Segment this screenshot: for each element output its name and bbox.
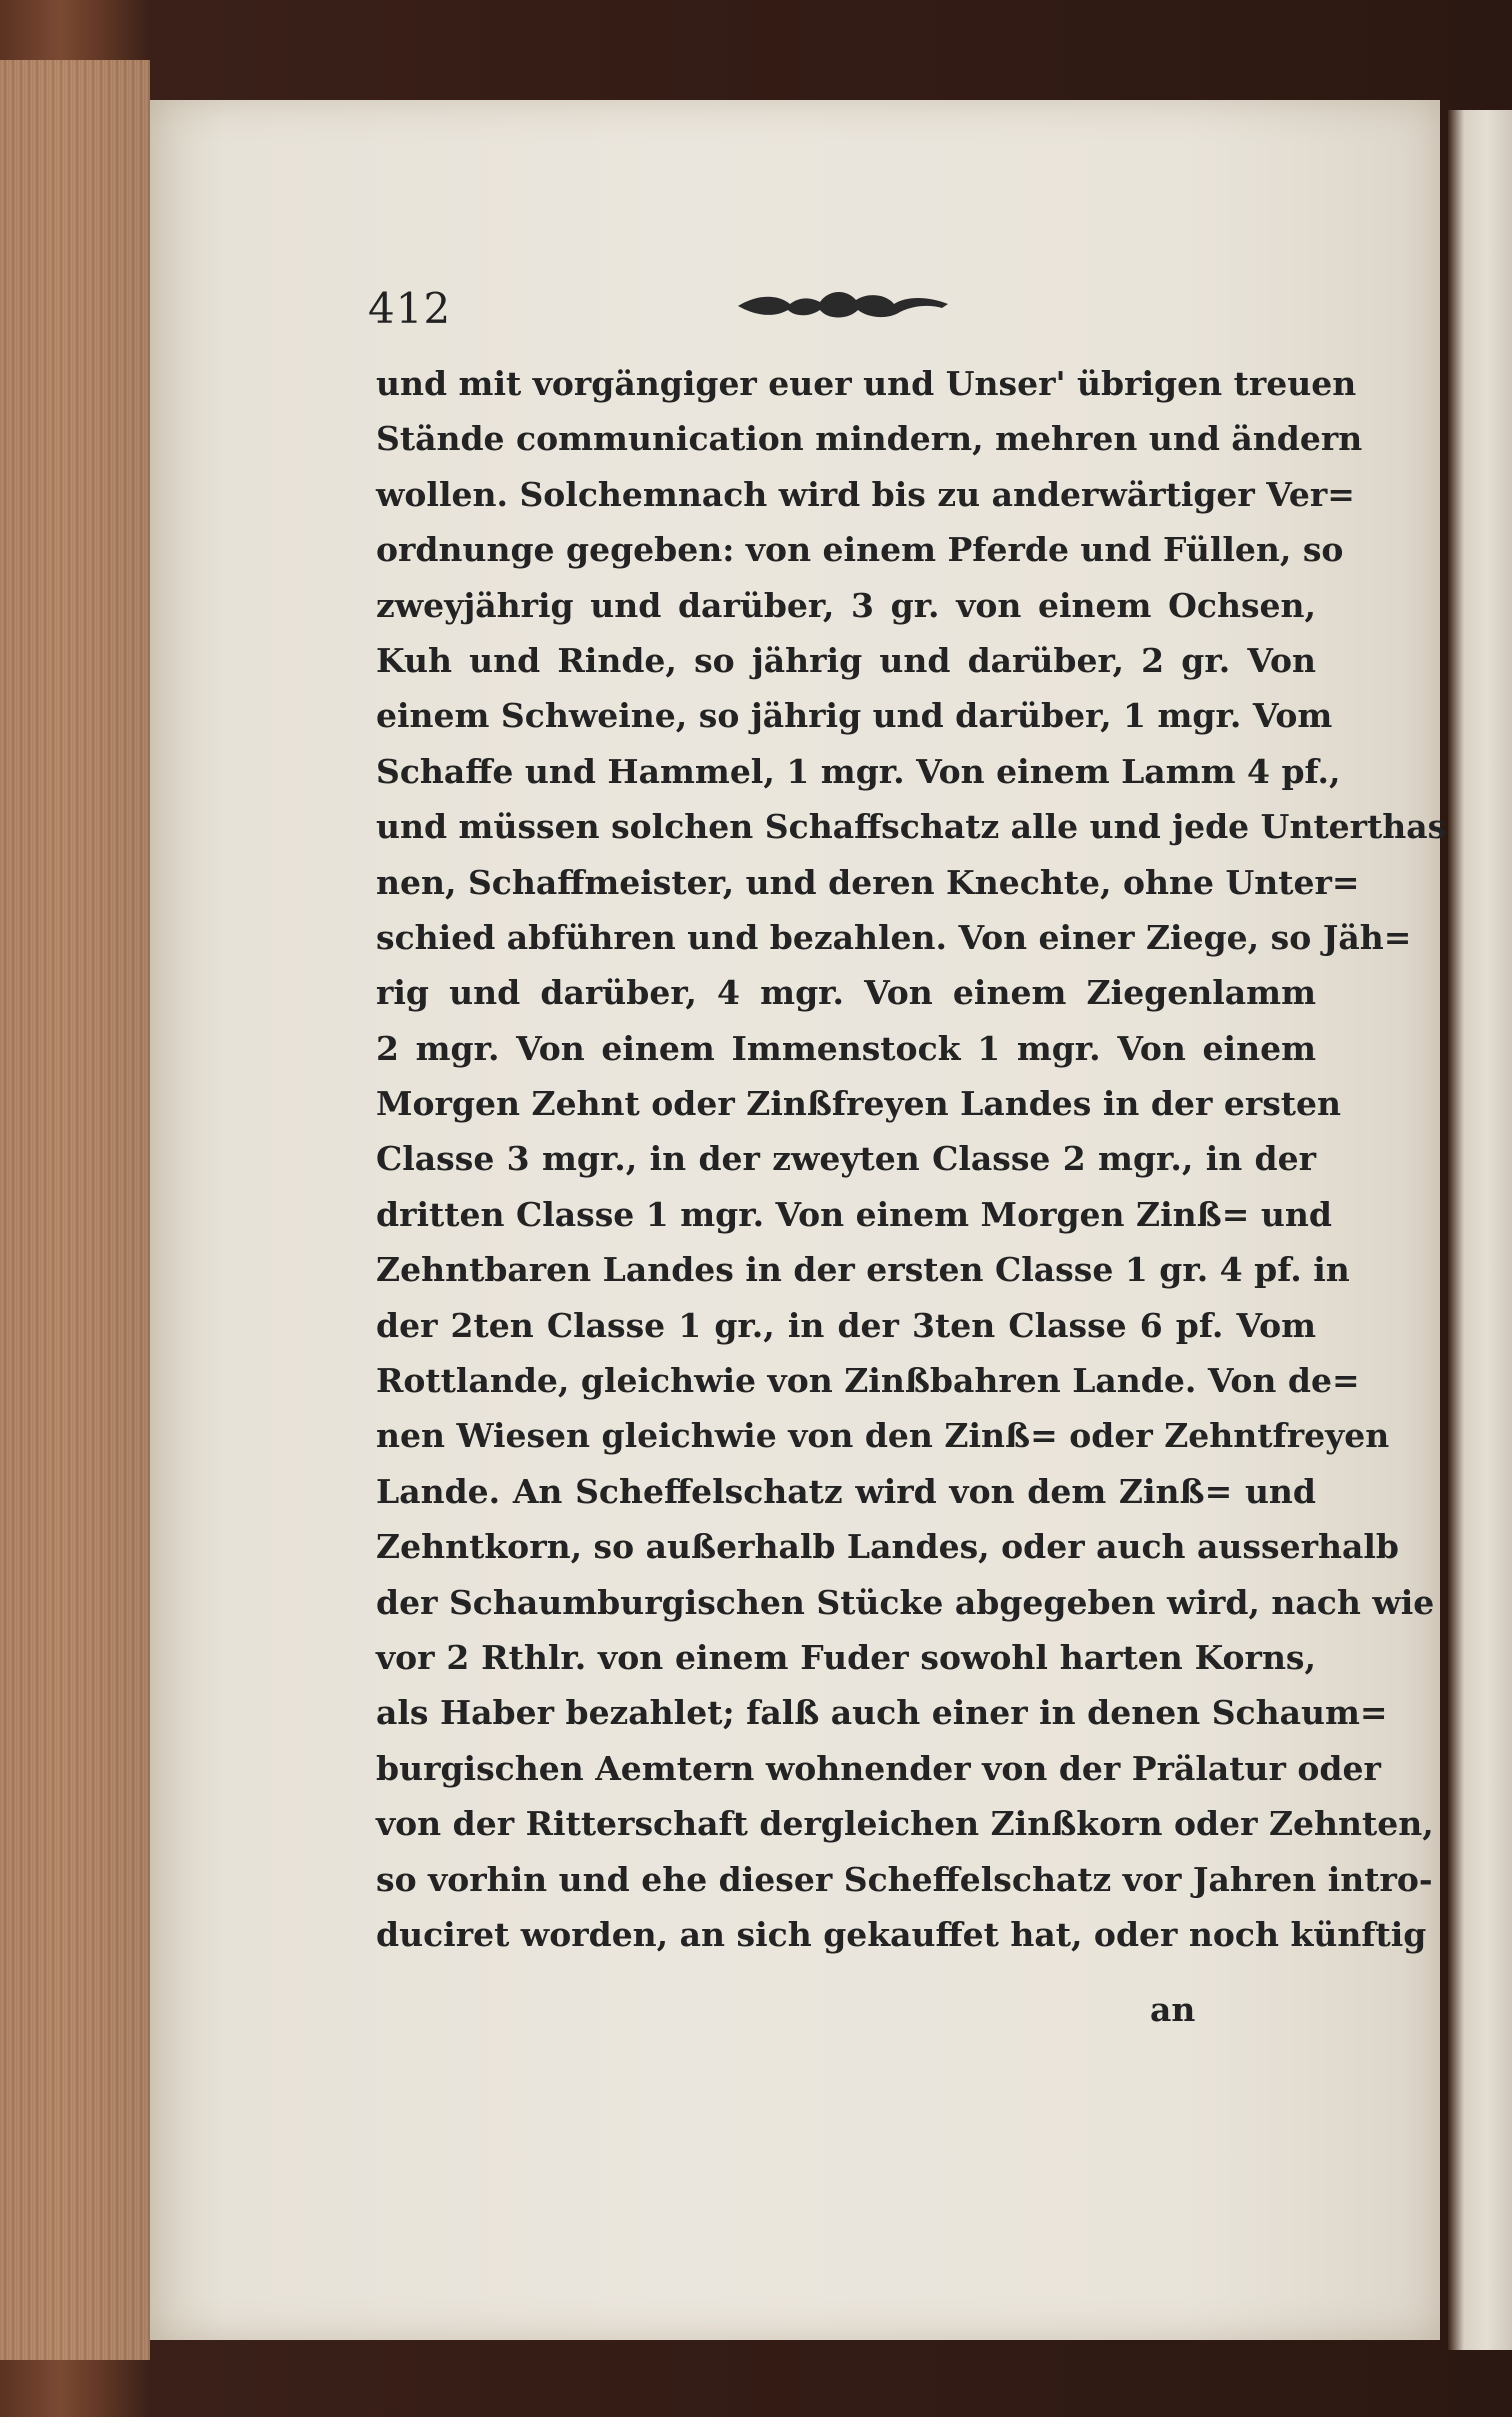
text-line: von der Ritterschaft dergleichen Zinßkorn oder Zehnten, xyxy=(376,1804,1434,1844)
text-line: schied abführen und bezahlen. Von einer Ziege, so Jäh= xyxy=(376,917,1412,957)
text-line: und müssen solchen Schaffschatz alle und jede Unterthas xyxy=(376,807,1447,847)
text-line: Stände communication mindern, mehren und ändern xyxy=(376,419,1363,459)
text-line: als Haber bezahlet; falß auch einer in denen Schaum= xyxy=(376,1693,1388,1733)
text-line: einem Schweine, so jährig und darüber, 1 mgr. Vom xyxy=(376,696,1333,736)
text-line: nen Wiesen gleichwie von den Zinß= oder Zehntfreyen xyxy=(376,1416,1390,1456)
text-line: der Schaumburgischen Stücke abgegeben wird, nach wie xyxy=(376,1582,1435,1622)
text-line: der 2ten Classe 1 gr., in der 3ten Classe 6 pf. Vom xyxy=(376,1305,1316,1345)
text-line: Rottlande, gleichwie von Zinßbahren Lande. Von de= xyxy=(376,1361,1360,1401)
text-line: duciret worden, an sich gekauffet hat, oder noch künftig xyxy=(376,1914,1427,1954)
text-line: Zehntkorn, so außerhalb Landes, oder auch ausserhalb xyxy=(376,1527,1399,1567)
text-line: nen, Schaffmeister, und deren Knechte, ohne Unter= xyxy=(376,862,1360,902)
text-line: Morgen Zehnt oder Zinßfreyen Landes in der ersten xyxy=(376,1084,1342,1124)
text-line: burgischen Aemtern wohnender von der Prälatur oder xyxy=(376,1748,1381,1788)
text-line: Schaffe und Hammel, 1 mgr. Von einem Lamm 4 pf., xyxy=(376,751,1341,791)
next-page-edge xyxy=(1448,110,1512,2350)
text-line: und mit vorgängiger euer und Unser' übrigen treuen xyxy=(376,364,1357,403)
text-line: zweyjährig und darüber, 3 gr. von einem Ochsen, xyxy=(376,585,1316,625)
fleuron-ornament-icon xyxy=(728,274,958,334)
text-line: 2 mgr. Von einem Immenstock 1 mgr. Von einem xyxy=(376,1028,1316,1068)
text-line: ordnunge gegeben: von einem Pferde und Füllen, so xyxy=(376,530,1344,570)
text-line: Kuh und Rinde, so jährig und darüber, 2 gr. Von xyxy=(376,640,1316,680)
text-line: dritten Classe 1 mgr. Von einem Morgen Zinß= und xyxy=(376,1194,1332,1234)
text-line: Classe 3 mgr., in der zweyten Classe 2 mgr., in der xyxy=(376,1139,1316,1179)
text-line: Lande. An Scheffelschatz wird von dem Zinß= und xyxy=(376,1471,1316,1511)
text-line: so vorhin und ehe dieser Scheffelschatz vor Jahren intro- xyxy=(376,1859,1433,1899)
page-edges xyxy=(0,60,150,2360)
text-line: vor 2 Rthlr. von einem Fuder sowohl harten Korns, xyxy=(376,1637,1316,1677)
page-number: 412 xyxy=(368,284,452,333)
catchword: an xyxy=(1150,1990,1196,2029)
page-header xyxy=(368,268,1328,348)
text-line: rig und darüber, 4 mgr. Von einem Ziegenlamm xyxy=(376,973,1316,1013)
text-line: Zehntbaren Landes in der ersten Classe 1 gr. 4 pf. in xyxy=(376,1250,1350,1290)
body-text xyxy=(376,356,1447,1962)
text-line: wollen. Solchemnach wird bis zu anderwärtiger Ver= xyxy=(376,474,1355,514)
